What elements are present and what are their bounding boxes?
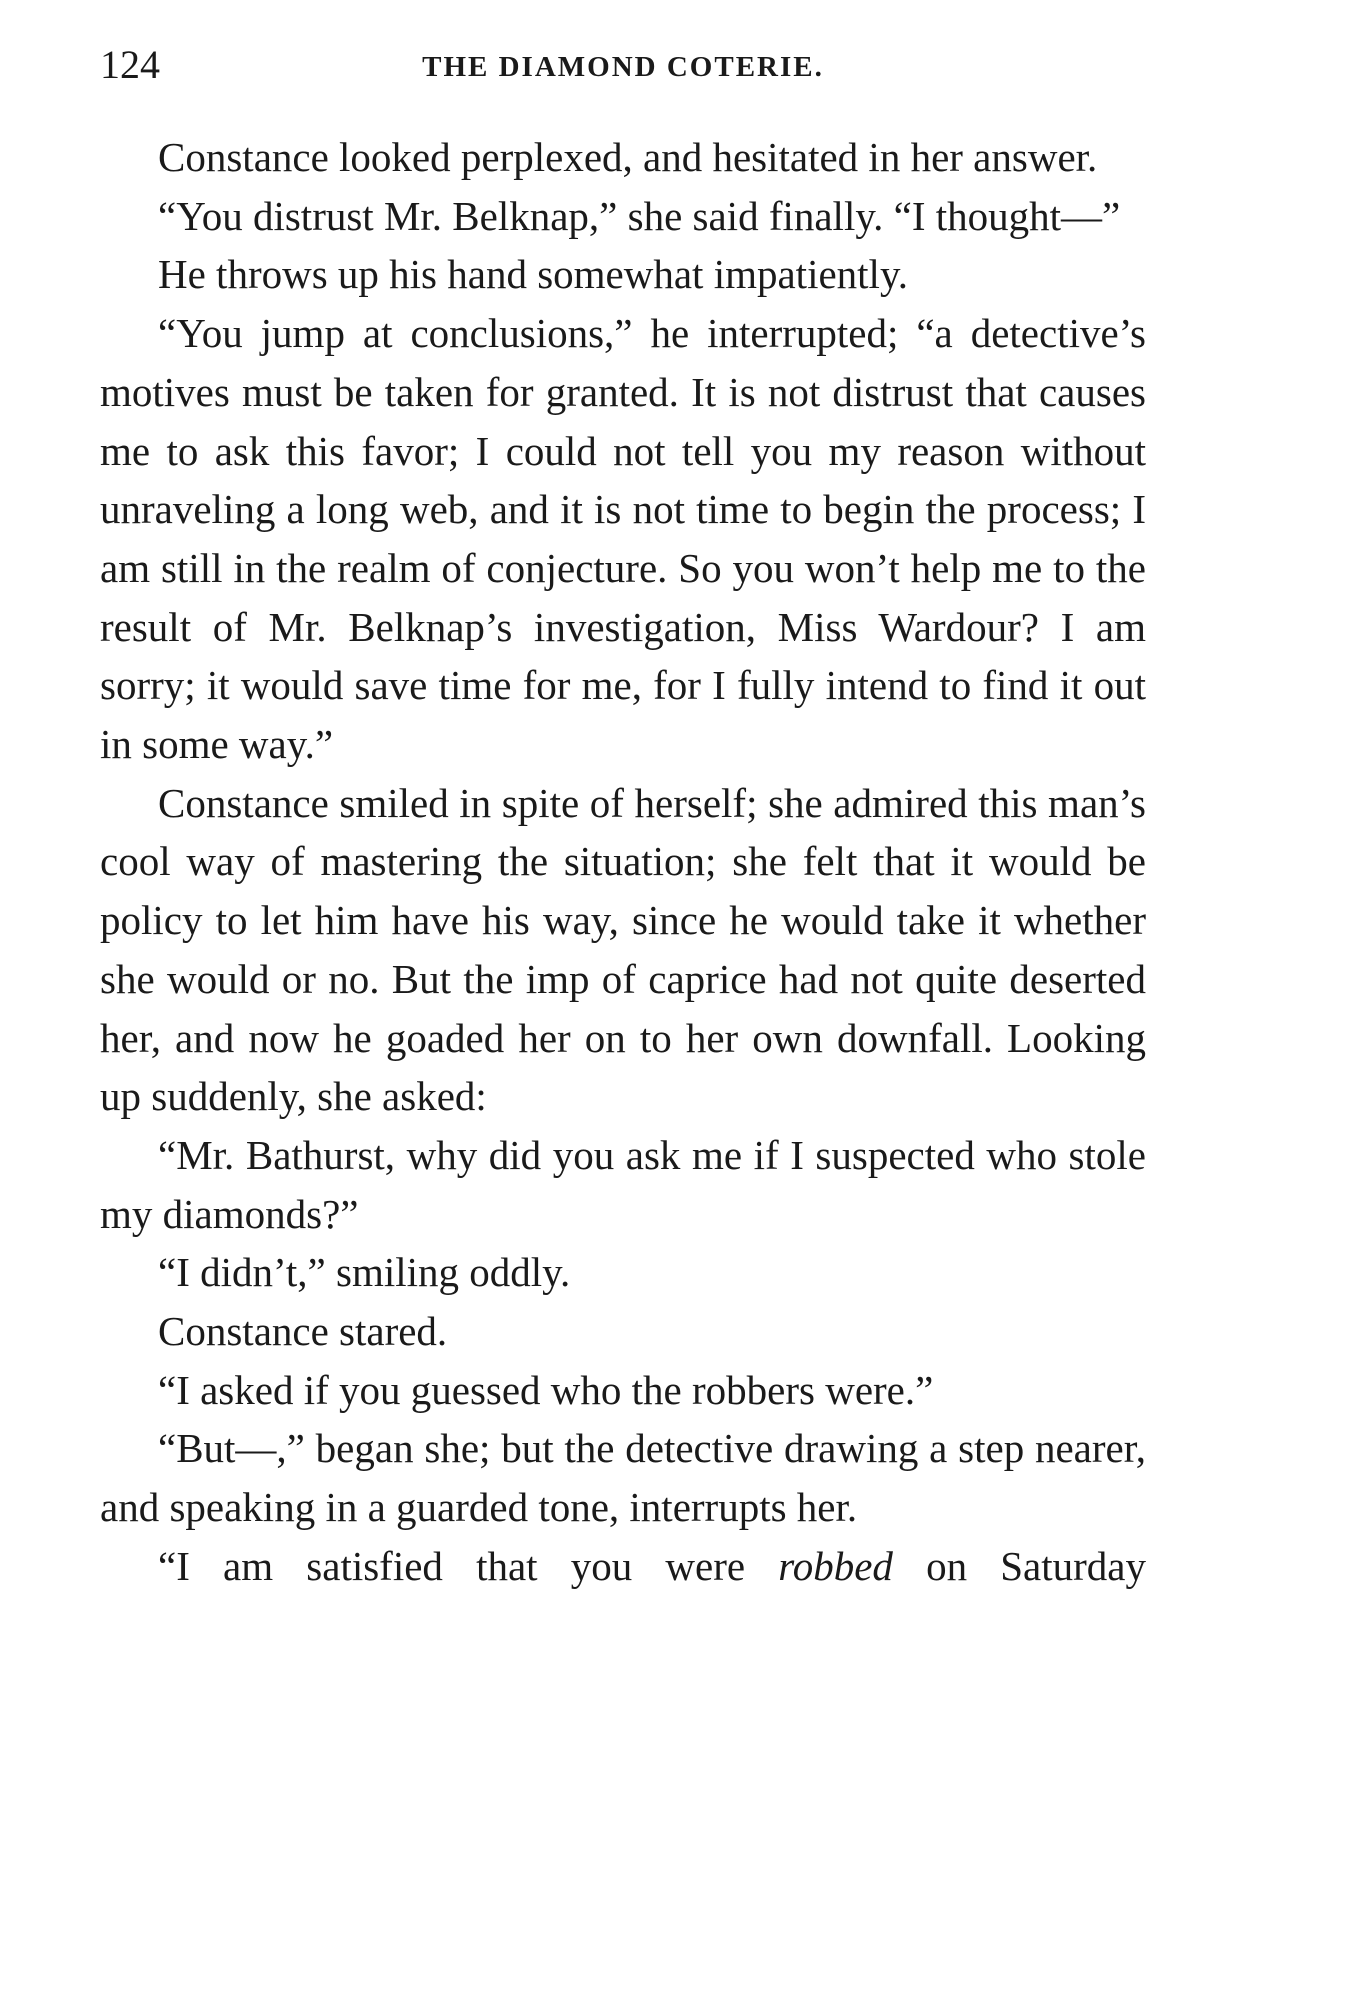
paragraph: Constance smiled in spite of herself; she admired this man’s cool way of mastering the situation; she felt that it would be policy to let him have his way, since he would take it whether she would or no. But the imp of caprice had not quite deserted her, and now he goaded her on to her own downfall. Looking up suddenly, she asked: — [100, 779, 1146, 1120]
paragraph: “But—,” began she; but the detective drawing a step nearer, and speaking in a guarded tone, interrupts her. — [100, 1425, 1146, 1531]
paragraph: He throws up his hand somewhat impatiently. — [158, 251, 909, 298]
paragraph: “You jump at conclusions,” he interrupted; “a detective’s motives must be taken for granted. It is not distrust that causes me to ask this favor; I could not tell you my reason without unraveling a long web, and it is not time to begin the process; I am still in the realm of conjecture. So you won’t help me to the result of Mr. Belknap’s investigation, Miss Wardour? I am sorry; it would save time for me, for I fully intend to find it out in some way.” — [100, 310, 1146, 768]
running-head — [100, 40, 1146, 90]
paragraph: Constance looked perplexed, and hesitated in her answer. — [158, 134, 1098, 180]
text-run: on Saturday — [892, 1542, 1146, 1589]
body-text — [100, 128, 1146, 1596]
running-title: THE DIAMOND COTERIE. — [422, 51, 824, 83]
paragraph: “I asked if you guessed who the robbers were.” — [158, 1366, 934, 1413]
paragraph: “Mr. Bathurst, why did you ask me if I suspected who stole my diamonds?” — [100, 1131, 1146, 1237]
paragraph — [100, 1537, 1146, 1596]
paragraph: “I didn’t,” smiling oddly. — [158, 1249, 571, 1296]
paragraph: “You distrust Mr. Belknap,” she said finally. “I thought—” — [158, 192, 1121, 239]
emphasized-word: robbed — [778, 1542, 893, 1589]
paragraph: Constance stared. — [158, 1308, 448, 1355]
page-number: 124 — [100, 42, 160, 87]
text-run: “I am satisfied that you were — [158, 1542, 779, 1589]
